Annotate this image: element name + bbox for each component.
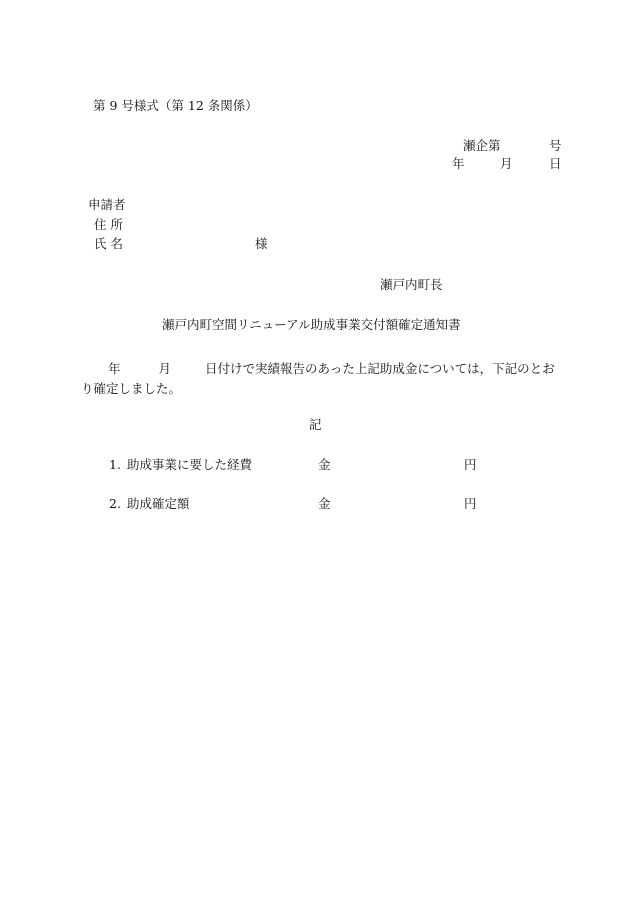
issuer: 瀬戸内町長 <box>380 277 443 292</box>
doc-number-prefix: 瀬企第 <box>463 138 501 153</box>
item-1-label: 助成事業に要した経費 <box>127 457 253 472</box>
body-paragraph <box>81 359 566 399</box>
item-1-prefix: 金 <box>318 457 331 472</box>
item-2-prefix: 金 <box>318 496 331 511</box>
body-text: 日付けで実績報告のあった上記助成金については，下記のとおり確定しました。 <box>81 361 555 396</box>
document-title: 瀬戸内町空間リニューアル助成事業交付額確定通知書 <box>162 317 461 332</box>
item-2-label: 助成確定額 <box>127 496 190 511</box>
ki-marker: 記 <box>309 417 322 432</box>
body-year: 年 <box>108 361 121 376</box>
address-label: 住 所 <box>94 217 123 232</box>
honorific: 様 <box>255 236 268 251</box>
item-1-unit: 円 <box>464 457 477 472</box>
item-2-number: 2. <box>109 496 121 511</box>
item-1-number: 1. <box>109 457 121 472</box>
date-year: 年 <box>452 156 465 171</box>
date-day: 日 <box>549 156 562 171</box>
form-label: 第 9 号様式（第 12 条関係） <box>93 98 258 113</box>
applicant-heading: 申請者 <box>88 197 126 212</box>
body-month: 月 <box>158 361 172 376</box>
name-label: 氏 名 <box>94 236 123 251</box>
date-month: 月 <box>500 156 513 171</box>
item-2-unit: 円 <box>464 496 477 511</box>
doc-number-suffix: 号 <box>549 138 562 153</box>
